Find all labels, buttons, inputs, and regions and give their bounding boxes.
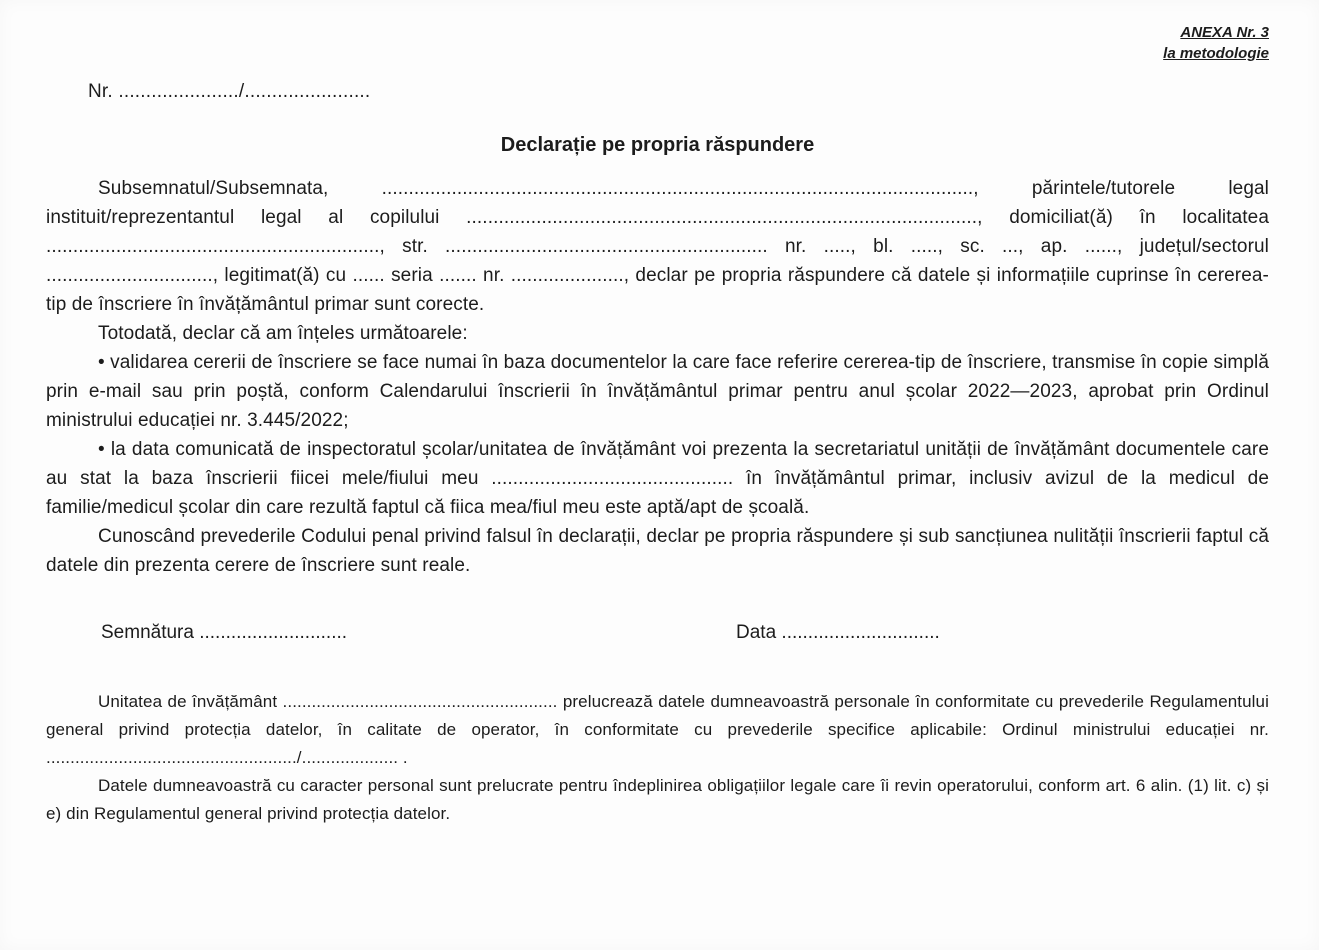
document-number-line: Nr. ....................../....................... xyxy=(88,81,371,102)
paragraph-declarant-intro: Subsemnatul/Subsemnata, .............................................................................................................., părintele/tutorele legal instituit/reprezentantul legal al copilului ..............................................................................................., domiciliat(ă) în localitatea .............................................................., str. ............................................................ nr. ....., bl. ....., sc. ..., ap. ......, județul/sectorul ..............................., legitimat(ă) cu ...... seria ....... nr. ....................., declar pe propria răspundere că datele și informațiile cuprinse în cererea-tip de înscriere în învățământul primar sunt corecte. xyxy=(46,178,1269,315)
signature-row xyxy=(46,618,1269,648)
document-title: Declarație pe propria răspundere xyxy=(500,134,815,156)
bullet-prezentare-documente: • la data comunicată de inspectoratul școlar/unitatea de învățământ voi prezenta la secretariatul unității de învățământ documentele care au stat la baza înscrierii fiicei mele/fiului meu ............................................. în învățământul primar, inclusiv avizul de la medicul de familie/medicul școlar din care rezultă faptul că fiica mea/fiul meu este aptă/apt de școală. xyxy=(46,439,1269,518)
bullet-validare-cerere: • validarea cererii de înscriere se face numai în baza documentelor la care face referire cererea-tip de înscriere, transmise în copie simplă prin e-mail sau prin poștă, conform Calendarului înscrierii în învățământul primar pentru anul școlar 2022—2023, aprobat prin Ordinul ministrului educației nr. 3.445/2022; xyxy=(46,352,1269,431)
footer-paragraph-gdpr: Unitatea de învățământ ......................................................... prelucrează datele dumneavoastră personale în conformitate cu prevederile Regulamentului general privind protecția datelor, în calitate de operator, în conformitate cu prevederile specifice aplicabile: Ordinul ministrului educației nr. ..................................................../.................... . xyxy=(46,692,1269,767)
annex-header xyxy=(46,22,1269,64)
paragraph-cod-penal: Cunoscând prevederile Codului penal privind falsul în declarații, declar pe propria răspundere și sub sancțiunea nulității înscrierii faptul că datele din prezenta cerere de înscriere sunt reale. xyxy=(46,526,1269,576)
paragraph-totodata: Totodată, declar că am înțeles următoarele: xyxy=(98,323,468,344)
annex-number-label: ANEXA Nr. 3 xyxy=(1180,24,1269,41)
signature-label: Semnătura ............................ xyxy=(101,622,348,643)
date-label: Data .............................. xyxy=(736,622,940,643)
footer-paragraph-legal-basis: Datele dumneavoastră cu caracter personal sunt prelucrate pentru îndeplinirea obligațiilor legale care îi revin operatorului, conform art. 6 alin. (1) lit. c) și e) din Regulamentul general privind protecția datelor. xyxy=(46,776,1269,823)
gdpr-footer xyxy=(46,688,1269,828)
document-body xyxy=(46,174,1269,580)
annex-methodology-label: la metodologie xyxy=(1163,45,1269,62)
